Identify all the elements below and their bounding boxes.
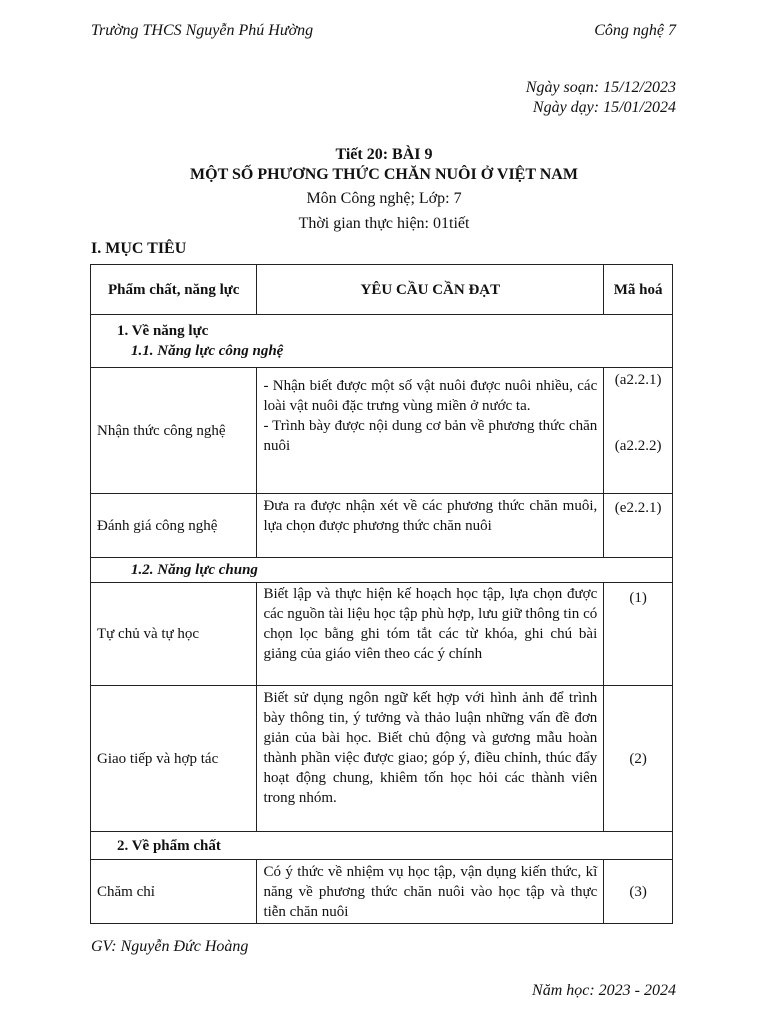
table-header-row <box>91 265 673 315</box>
teacher-name: GV: Nguyễn Đức Hoàng <box>91 938 249 955</box>
table-row <box>91 494 673 558</box>
objectives-table <box>90 264 673 924</box>
lesson-title: MỘT SỐ PHƯƠNG THỨC CHĂN NUÔI Ở VIỆT NAM <box>190 166 578 183</box>
course-info: Môn Công nghệ; Lớp: 7 <box>306 190 462 207</box>
row-requirement: Biết sử dụng ngôn ngữ kết hợp với hình ảnh để trình bày thông tin, ý tưởng và thảo luận những vấn đề đơn giản của bài học. Biết chủ động và gương mẫu hoàn thành phần việc được giao; góp ý, điều chỉnh, thúc đẩy hoạt động chung, khiêm tốn học hỏi các thành viên trong nhóm. <box>257 686 604 832</box>
row-code: (3) <box>604 860 673 924</box>
row-code: (e2.2.1) <box>604 494 673 558</box>
code-b: (a2.2.2) <box>614 438 662 454</box>
table-row <box>91 860 673 924</box>
row-label: Chăm chỉ <box>91 860 257 924</box>
group-competency: 1. Về năng lực <box>117 323 209 339</box>
header-subject: Công nghệ 7 <box>594 22 676 39</box>
header-code: Mã hoá <box>604 265 673 315</box>
row-requirement: Biết lập và thực hiện kế hoạch học tập, lựa chọn được các nguồn tài liệu học tập phù hợp, lưu giữ thông tin có chọn lọc bằng ghi tóm tắt các từ khóa, ghi chú bài giảng của giáo viên theo các ý chính <box>257 583 604 686</box>
row-code <box>604 368 673 494</box>
table-row <box>91 583 673 686</box>
row-label: Nhận thức công nghệ <box>91 368 257 494</box>
date-prepared: Ngày soạn: 15/12/2023 <box>525 79 676 96</box>
row-requirement: Đưa ra được nhận xét về các phương thức chăn muôi, lựa chọn được phương thức chăn nuôi <box>257 494 604 558</box>
lesson-dates <box>526 78 676 118</box>
school-year: Năm học: 2023 - 2024 <box>532 982 676 999</box>
header-quality: Phẩm chất, năng lực <box>91 265 257 315</box>
header-requirement: YÊU CẦU CẦN ĐẠT <box>257 265 604 315</box>
lesson-number: Tiết 20: BÀI 9 <box>335 146 433 163</box>
row-label: Tự chủ và tự học <box>91 583 257 686</box>
group-row <box>91 832 673 860</box>
subgroup-row <box>91 558 673 583</box>
date-taught: Ngày dạy: 15/01/2024 <box>532 99 676 116</box>
section-title: I. MỤC TIÊU <box>91 240 187 257</box>
group-qualities: 2. Về phẩm chất <box>91 832 673 860</box>
row-code: (2) <box>604 686 673 832</box>
code-a: (a2.2.1) <box>614 372 662 388</box>
subgroup-tech-competency: 1.1. Năng lực công nghệ <box>131 343 284 359</box>
row-label: Giao tiếp và hợp tác <box>91 686 257 832</box>
duration-info: Thời gian thực hiện: 01tiết <box>298 215 470 232</box>
row-label: Đánh giá công nghệ <box>91 494 257 558</box>
row-code: (1) <box>604 583 673 686</box>
row-requirement: Có ý thức về nhiệm vụ học tập, vận dụng kiến thức, kĩ năng về phương thức chăn nuôi vào học tập và thực tiễn chăn nuôi <box>257 860 604 924</box>
table-row <box>91 368 673 494</box>
requirement-b: - Trình bày được nội dung cơ bản về phương thức chăn nuôi <box>263 418 598 454</box>
header-school: Trường THCS Nguyễn Phú Hường <box>91 22 314 39</box>
row-requirement <box>257 368 604 494</box>
table-row <box>91 686 673 832</box>
group-row <box>91 315 673 368</box>
subgroup-general-competency: 1.2. Năng lực chung <box>91 558 673 583</box>
requirement-a: - Nhận biết được một số vật nuôi được nuôi nhiều, các loài vật nuôi đặc trưng vùng miền ở nước ta. <box>263 378 598 414</box>
